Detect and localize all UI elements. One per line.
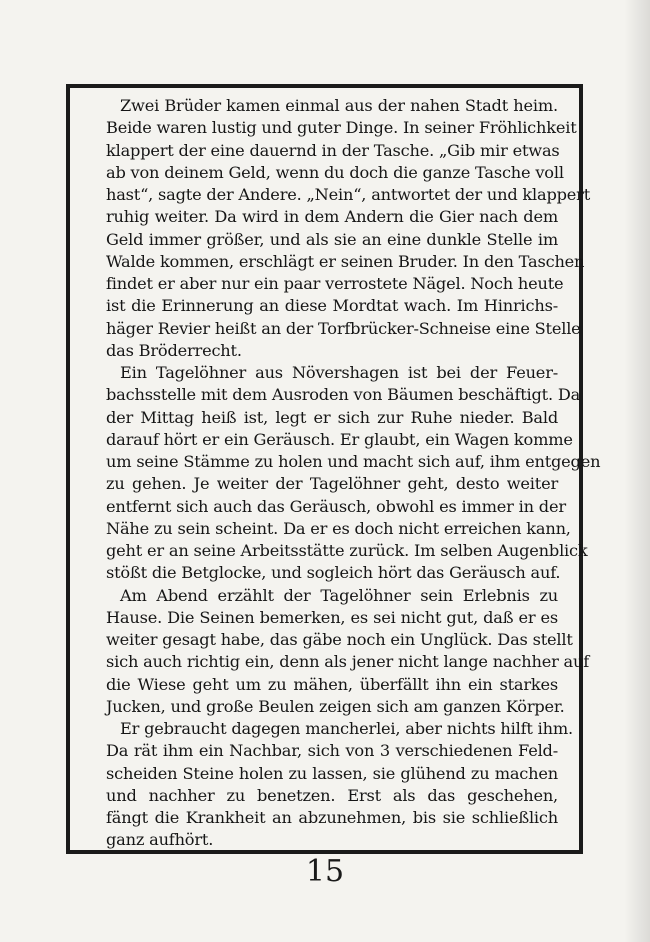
text-line: Er gebraucht dagegen mancherlei, aber nichts hilft ihm. xyxy=(120,719,573,738)
text-line: Zwei Brüder kamen einmal aus der nahen Stadt heim. xyxy=(120,96,558,115)
text-line: Walde kommen, erschlägt er seinen Bruder. In den Taschen xyxy=(106,251,585,271)
text-line: Beide waren lustig und guter Dinge. In seiner Fröhlichkeit xyxy=(106,118,577,138)
text-line: die Wiese geht um zu mähen, überfällt ihn ein starkes xyxy=(106,674,558,694)
text-line: um seine Stämme zu holen und macht sich auf, ihm entgegen xyxy=(106,452,601,471)
text-line: das Bröderrecht. xyxy=(106,340,242,360)
text-line: häger Revier heißt an der Torfbrücker-Schneise eine Stelle xyxy=(106,318,581,338)
text-line: geht er an seine Arbeitsstätte zurück. Im selben Augenblick xyxy=(106,541,588,560)
text-line: bachsstelle mit dem Ausroden von Bäumen beschäftigt. Da xyxy=(106,385,581,405)
text-line: Geld immer größer, und als sie an eine dunkle Stelle im xyxy=(106,229,558,249)
text-line: entfernt sich auch das Geräusch, obwohl es immer in der xyxy=(106,496,566,516)
page-body-text xyxy=(106,95,601,852)
text-line: sich auch richtig ein, denn als jener nicht lange nachher auf xyxy=(106,652,590,672)
text-line: zu gehen. Je weiter der Tagelöhner geht, desto weiter xyxy=(106,474,558,494)
text-line: hast“, sagte der Andere. „Nein“, antwortet der und klappert xyxy=(106,185,591,204)
text-line: ist die Erinnerung an diese Mordtat wach. Im Hinrichs- xyxy=(106,296,558,316)
text-line: klappert der eine dauernd in der Tasche. „Gib mir etwas xyxy=(106,140,560,160)
text-line: darauf hört er ein Geräusch. Er glaubt, ein Wagen komme xyxy=(106,429,573,449)
text-line: findet er aber nur ein paar verrostete Nägel. Noch heute xyxy=(106,274,564,293)
text-line: fängt die Krankheit an abzunehmen, bis sie schließlich xyxy=(106,808,558,827)
text-line: Am Abend erzählt der Tagelöhner sein Erlebnis zu xyxy=(120,585,558,605)
text-line: der Mittag heiß ist, legt er sich zur Ruhe nieder. Bald xyxy=(106,407,558,427)
text-line: Jucken, und große Beulen zeigen sich am ganzen Körper. xyxy=(106,696,565,716)
text-line: weiter gesagt habe, das gäbe noch ein Unglück. Das stellt xyxy=(106,630,573,649)
text-line: ab von deinem Geld, wenn du doch die ganze Tasche voll xyxy=(106,162,564,182)
text-line: Nähe zu sein scheint. Da er es doch nicht erreichen kann, xyxy=(106,518,571,538)
page-edge-shadow xyxy=(624,0,650,942)
text-line: Ein Tagelöhner aus Növershagen ist bei der Feuer- xyxy=(120,363,558,382)
text-line: stößt die Betglocke, und sogleich hört das Geräusch auf. xyxy=(106,563,561,583)
text-line: ganz aufhört. xyxy=(106,830,214,850)
text-line: Hause. Die Seinen bemerken, es sei nicht gut, daß er es xyxy=(106,607,558,627)
text-line: scheiden Steine holen zu lassen, sie glühend zu machen xyxy=(106,763,558,783)
text-line: ruhig weiter. Da wird in dem Andern die Gier nach dem xyxy=(106,207,558,227)
text-line: Da rät ihm ein Nachbar, sich von 3 verschiedenen Feld- xyxy=(106,741,558,761)
text-line: und nachher zu benetzen. Erst als das geschehen, xyxy=(106,785,558,805)
page-number: 15 xyxy=(305,854,345,889)
